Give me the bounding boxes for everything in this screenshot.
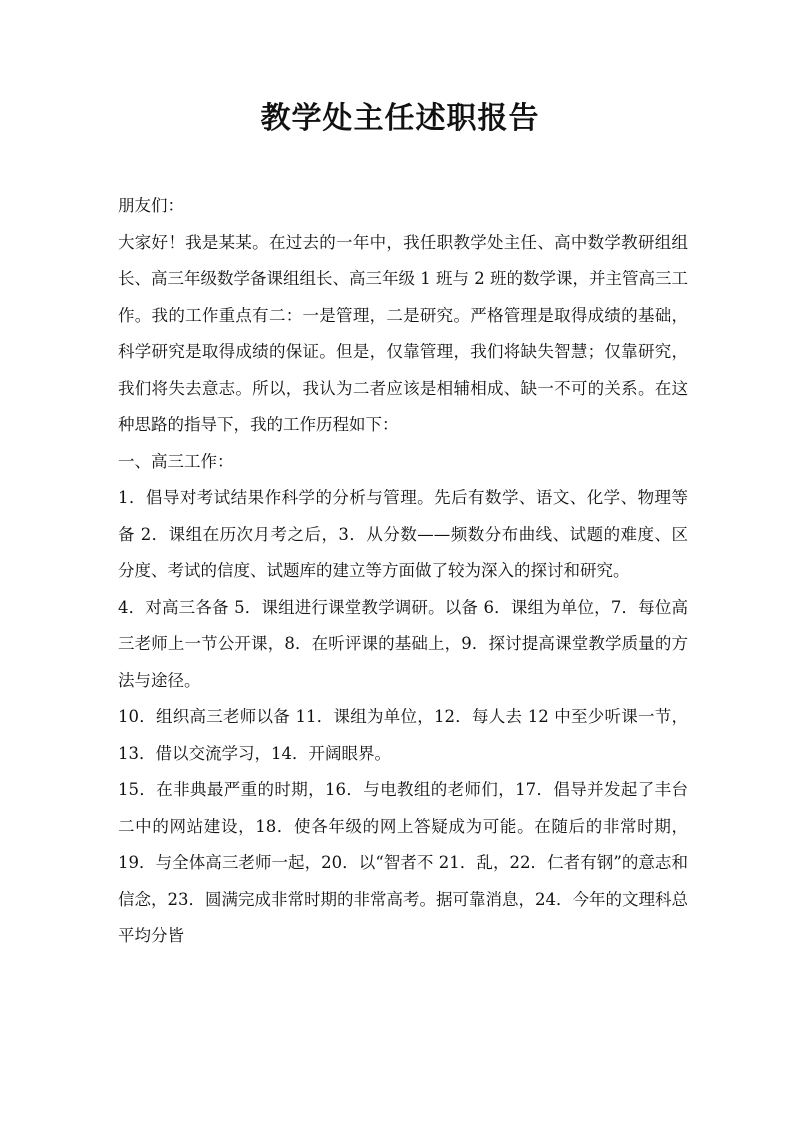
body-paragraph: 15．在非典最严重的时期，16．与电教组的老师们，17．倡导并发起了丰台二中的网站建设，18．使各年级的网上答疑成为可能。在随后的非常时期，19．与全体高三老师一起，20．以“智者不 21．乱，22．仁者有钢”的意志和信念，23．圆满完成非常时期的非常高考。据可靠消息，24．今年的文理科总平均分皆 (118, 780, 688, 945)
body-paragraph: 1．倡导对考试结果作科学的分析与管理。先后有数学、语文、化学、物理等备 2．课组在历次月考之后，3．从分数——频数分布曲线、试题的难度、区分度、考试的信度、试题库的建立等方面做了较为深入的探讨和研究。 (118, 488, 688, 580)
body-paragraph: 4．对高三各备 5．课组进行课堂教学调研。以备 6．课组为单位，7．每位高三老师上一节公开课，8．在听评课的基础上，9．探讨提高课堂教学质量的方法与途径。 (118, 597, 688, 690)
greeting-paragraph: 朋友们： (118, 196, 184, 215)
section-heading: 一、高三工作： (118, 451, 234, 471)
body-paragraph: 10．组织高三老师以备 11．课组为单位，12．每人去 12 中至少听课一节，13．借以交流学习，14．开阔眼界。 (118, 707, 688, 763)
document-body (118, 188, 688, 955)
document-title: 教学处主任述职报告 (260, 101, 540, 136)
intro-paragraph: 大家好！我是某某。在过去的一年中，我任职教学处主任、高中数学教研组组长、高三年级数学备课组组长、高三年级 1 班与 2 班的数学课，并主管高三工作。我的工作重点有二：一是管理，二是研究。严格管理是取得成绩的基础，科学研究是取得成绩的保证。但是，仅靠管理，我们将缺失智慧；仅靠研究，我们将失去意志。所以，我认为二者应该是相辅相成、缺一不可的关系。在这种思路的指导下，我的工作历程如下： (118, 232, 688, 434)
